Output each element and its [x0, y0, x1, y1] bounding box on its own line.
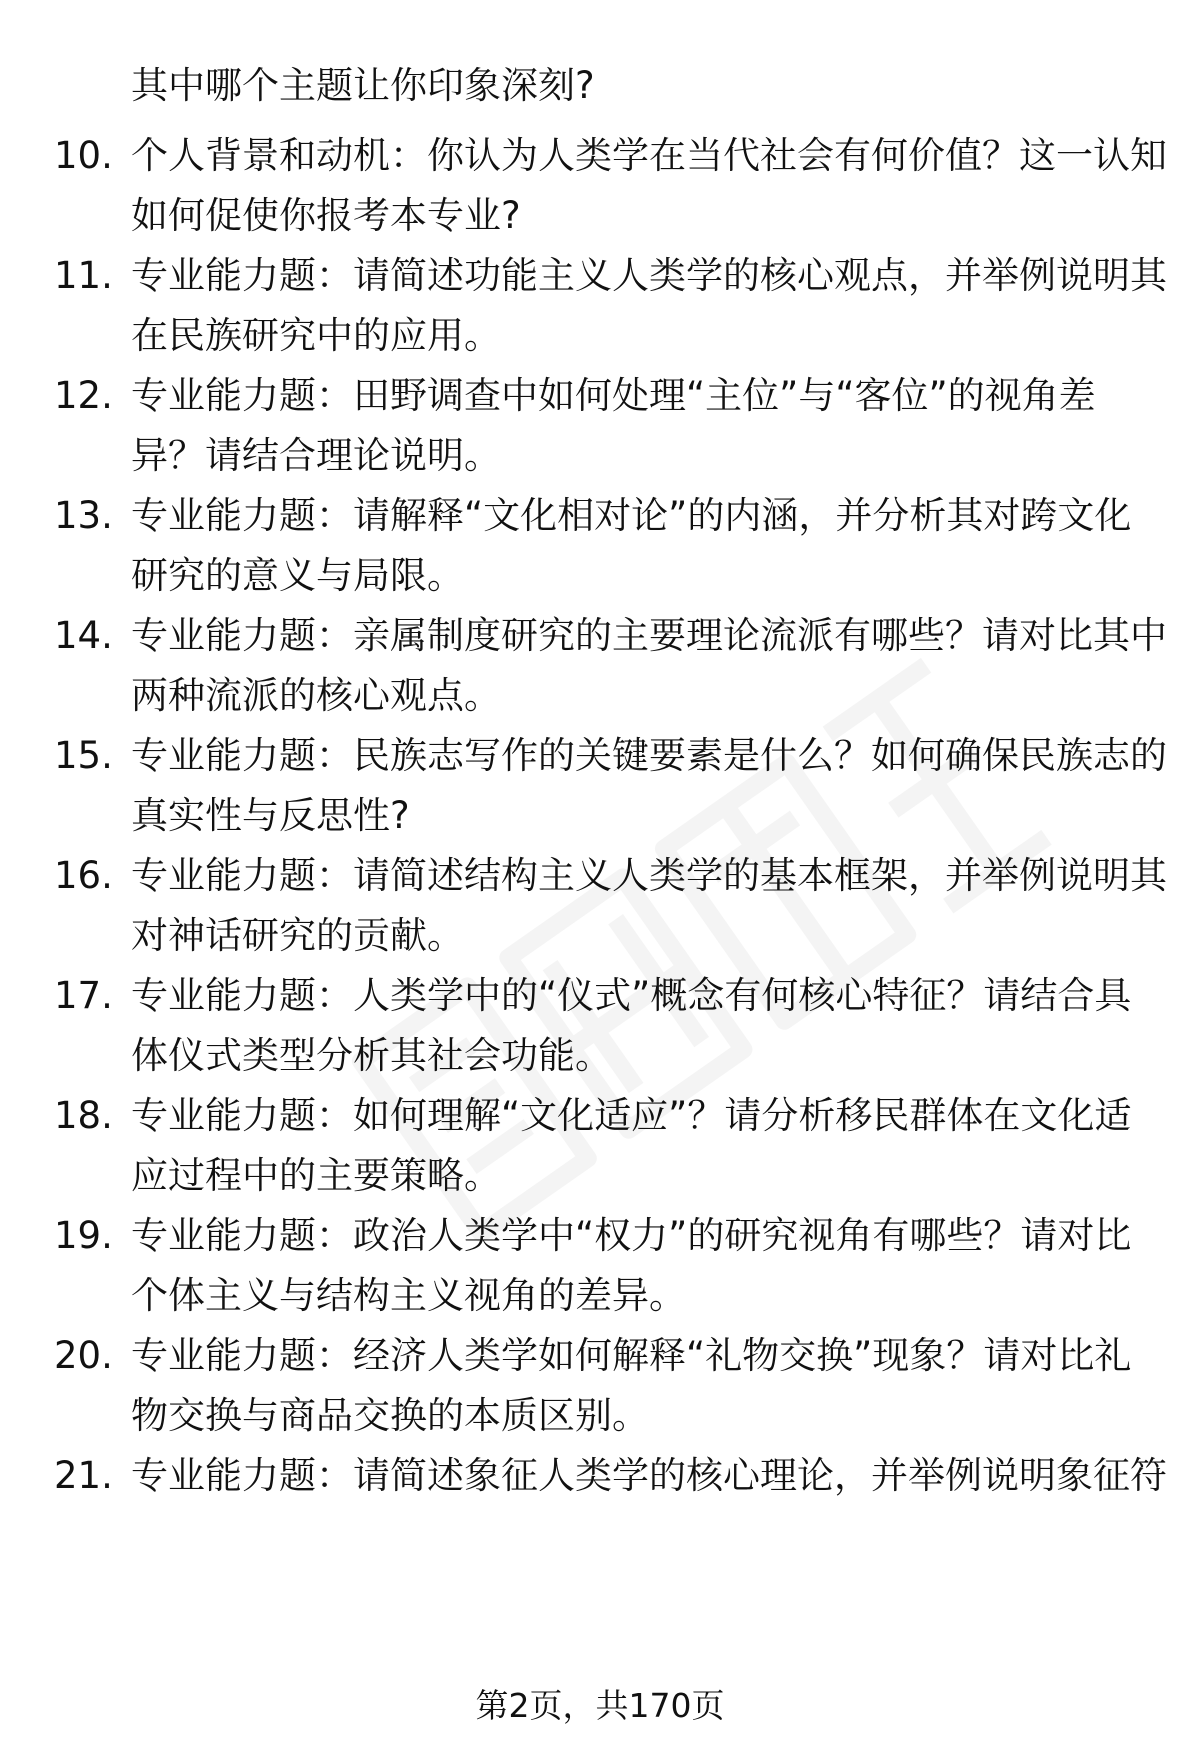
- item-number: 17.: [54, 974, 113, 1017]
- item-text-line: 个人背景和动机：你认为人类学在当代社会有何价值？这一认知: [131, 134, 1167, 177]
- item-text-line: 对神话研究的贡献。: [131, 914, 464, 957]
- list-item: [0, 488, 1200, 608]
- item-text-line: 应过程中的主要策略。: [131, 1154, 501, 1197]
- item-text-line: 个体主义与结构主义视角的差异。: [131, 1274, 686, 1317]
- item-number: 21.: [54, 1454, 113, 1497]
- item-number: 19.: [54, 1214, 113, 1257]
- item-text-line: 专业能力题：请简述功能主义人类学的核心观点，并举例说明其: [131, 254, 1167, 297]
- item-text-line: 专业能力题：田野调查中如何处理“主位”与“客位”的视角差: [131, 374, 1096, 417]
- list-item: [0, 128, 1200, 248]
- item-text-line: 研究的意义与局限。: [131, 554, 464, 597]
- item-number: 16.: [54, 854, 113, 897]
- item-text-line: 专业能力题：请解释“文化相对论”的内涵，并分析其对跨文化: [131, 494, 1132, 537]
- item-text-line: 专业能力题：请简述结构主义人类学的基本框架，并举例说明其: [131, 854, 1167, 897]
- item-text-line: 物交换与商品交换的本质区别。: [131, 1394, 649, 1437]
- item-text-line: 如何促使你报考本专业?: [131, 194, 521, 237]
- list-item: [0, 848, 1200, 968]
- list-item: [0, 728, 1200, 848]
- item-number: 14.: [54, 614, 113, 657]
- item-number: 18.: [54, 1094, 113, 1137]
- item-number: 11.: [54, 254, 113, 297]
- item-text-line: 专业能力题：请简述象征人类学的核心理论，并举例说明象征符: [131, 1454, 1167, 1497]
- list-item: [0, 968, 1200, 1088]
- item-number: 13.: [54, 494, 113, 537]
- list-item: [0, 1328, 1200, 1448]
- list-item: [0, 608, 1200, 728]
- list-item: [0, 1208, 1200, 1328]
- item-text-line: 在民族研究中的应用。: [131, 314, 501, 357]
- item-text-line: 专业能力题：民族志写作的关键要素是什么？如何确保民族志的: [131, 734, 1167, 777]
- item-number: 15.: [54, 734, 113, 777]
- item-text-line: 异？请结合理论说明。: [131, 434, 501, 477]
- item-number: 12.: [54, 374, 113, 417]
- item-text-line: 两种流派的核心观点。: [131, 674, 501, 717]
- page-footer: 第2页，共170页: [475, 1686, 725, 1725]
- list-item: [0, 248, 1200, 368]
- list-item: [0, 1088, 1200, 1208]
- item-number: 10.: [54, 134, 113, 177]
- continuation-line: 其中哪个主题让你印象深刻?: [131, 64, 595, 107]
- item-text-line: 真实性与反思性?: [131, 794, 410, 837]
- item-text-line: 专业能力题：如何理解“文化适应”？请分析移民群体在文化适: [131, 1094, 1132, 1137]
- list-item: [0, 1448, 1200, 1568]
- item-text-line: 专业能力题：经济人类学如何解释“礼物交换”现象？请对比礼: [131, 1334, 1132, 1377]
- item-text-line: 体仪式类型分析其社会功能。: [131, 1034, 612, 1077]
- item-text-line: 专业能力题：人类学中的“仪式”概念有何核心特征？请结合具: [131, 974, 1132, 1017]
- item-text-line: 专业能力题：亲属制度研究的主要理论流派有哪些？请对比其中: [131, 614, 1167, 657]
- item-number: 20.: [54, 1334, 113, 1377]
- item-text-line: 专业能力题：政治人类学中“权力”的研究视角有哪些？请对比: [131, 1214, 1132, 1257]
- list-item: [0, 368, 1200, 488]
